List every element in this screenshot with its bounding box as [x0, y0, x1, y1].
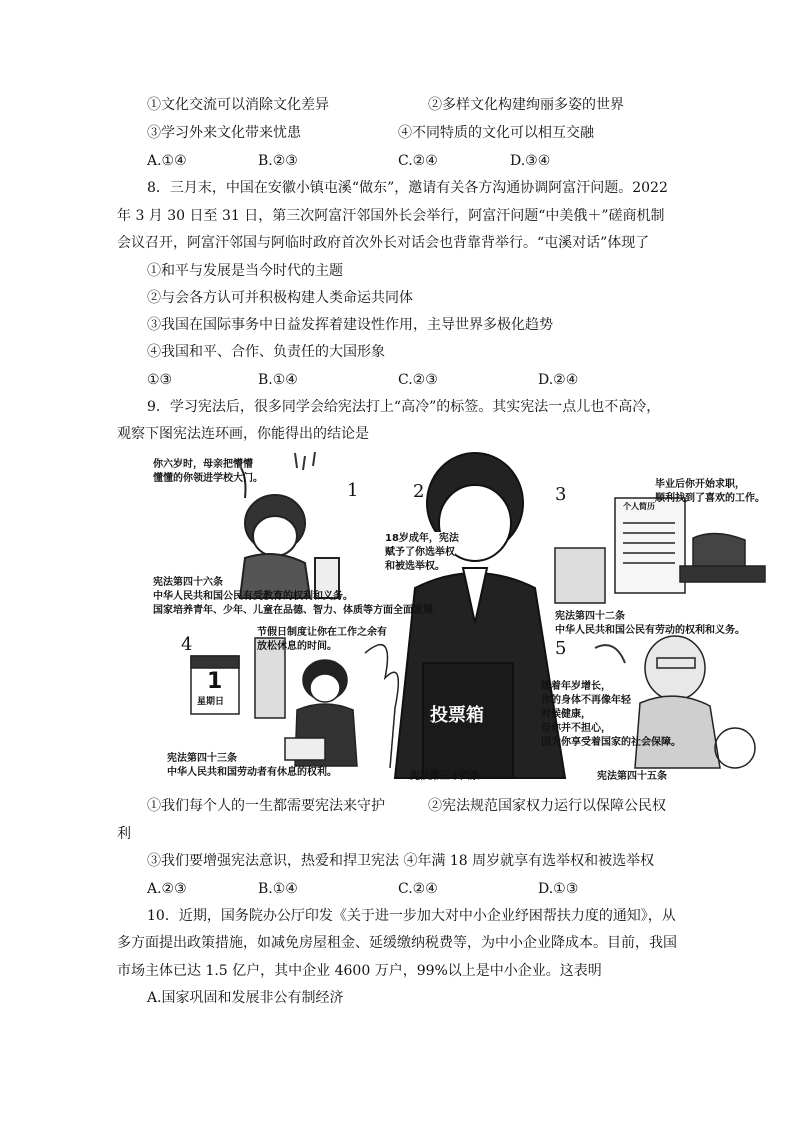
- panel-3-figure: [555, 498, 765, 603]
- q9-stem-line-2: 观察下图宪法连环画，你能得出的结论是: [117, 426, 369, 442]
- panel-4-speech-line-2: 放松休息的时间。: [257, 641, 337, 652]
- panel-3-caption-title: 宪法第四十二条: [555, 611, 625, 622]
- q9-option-2: ②宪法规范国家权力运行以保障公民权: [428, 798, 666, 814]
- q10-stem-line-3: 市场主体已达 1.5 亿户，其中企业 4600 万户，99%以上是中小企业。这表明: [117, 963, 602, 979]
- calendar-weekday: 星期日: [197, 697, 225, 707]
- panel-1-speech-line-1: 你六岁时，母亲把懵懵: [153, 459, 253, 470]
- ballot-box-label: 投票箱: [430, 705, 484, 726]
- panel-2-number: 2: [413, 481, 425, 502]
- panel-5-number: 5: [555, 638, 567, 659]
- panel-2-speech-line-3: 和被选举权。: [385, 561, 445, 572]
- panel-4-caption-line-1: 中华人民共和国劳动者有休息的权利。: [167, 767, 337, 778]
- q7-option-2: ②多样文化构建绚丽多姿的世界: [428, 97, 624, 113]
- panel-1-caption-title: 宪法第四十六条: [153, 577, 223, 588]
- q8-option-3: ③我国在国际事务中日益发挥着建设性作用，主导世界多极化趋势: [147, 317, 553, 333]
- panel-4-speech-line-1: 节假日制度让你在工作之余有: [257, 627, 387, 638]
- q8-choice-a: ①③: [147, 372, 173, 388]
- panel-2-speech-line-1: 18岁成年，宪法: [385, 533, 459, 544]
- q8-choice-d: D.②④: [538, 372, 579, 388]
- q8-option-2: ②与会各方认可并积极构建人类命运共同体: [147, 290, 413, 306]
- panel-1-caption-line-2: 国家培养青年、少年、儿童在品德、智力、体质等方面全面发展: [153, 605, 433, 616]
- panel-1-number: 1: [347, 480, 359, 501]
- q9-choice-b: B.①④: [258, 881, 298, 897]
- q9-choice-a: A.②③: [147, 881, 187, 897]
- panel-2-speech-line-2: 赋予了你选举权: [385, 547, 455, 558]
- q7-choice-c: C.②④: [398, 153, 438, 169]
- panel-3-number: 3: [555, 484, 567, 505]
- panel-5-speech-line-1: 随着年岁增长，: [541, 681, 611, 692]
- q9-option-1: ①我们每个人的一生都需要宪法来守护: [147, 798, 385, 814]
- q8-option-1: ①和平与发展是当今时代的主题: [147, 263, 343, 279]
- constitution-comic: [145, 448, 773, 788]
- panel-5-speech-line-4: 但你并不担心，: [541, 723, 611, 734]
- q10-stem-line-1: 10．近期，国务院办公厅印发《关于进一步加大对中小企业纾困帮扶力度的通知》，从: [147, 908, 676, 924]
- q10-option-a: A.国家巩固和发展非公有制经济: [147, 990, 344, 1006]
- panel-3-speech-line-2: 顺利找到了喜欢的工作。: [655, 493, 765, 504]
- q8-stem-line-1: 8．三月末，中国在安徽小镇屯溪“做东”，邀请有关各方沟通协调阿富汗问题。2022: [147, 180, 668, 196]
- panel-5-speech-line-3: 时候健康，: [541, 709, 591, 720]
- q7-option-1: ①文化交流可以消除文化差异: [147, 97, 329, 113]
- moon-doodle: [595, 645, 625, 663]
- q8-option-4: ④我国和平、合作、负责任的大国形象: [147, 344, 385, 360]
- q9-choice-c: C.②④: [398, 881, 438, 897]
- panel-3-caption-line-1: 中华人民共和国公民有劳动的权利和义务。: [555, 625, 745, 636]
- panel-1-caption-line-1: 中华人民共和国公民有受教育的权利和义务。: [153, 591, 353, 602]
- q8-choice-b: B.①④: [258, 372, 298, 388]
- panel-3-speech-line-1: 毕业后你开始求职，: [655, 479, 745, 490]
- q10-stem-line-2: 多方面提出政策措施，如减免房屋租金、延缓缴纳税费等，为中小企业降成本。目前，我国: [117, 935, 677, 951]
- panel-1-speech-line-2: 懂懂的你领进学校大门。: [153, 473, 263, 484]
- panel-5-speech-line-2: 你的身体不再像年轻: [541, 695, 631, 706]
- q9-option-3-4: ③我们要增强宪法意识，热爱和捍卫宪法 ④年满 18 周岁就享有选举权和被选举权: [147, 853, 655, 869]
- calendar-day-number: 1: [207, 669, 223, 694]
- panel-1-figure: [240, 468, 339, 598]
- panel-5-speech-line-5: 因为你享受着国家的社会保障。: [541, 737, 681, 748]
- q7-option-3: ③学习外来文化带来忧患: [147, 125, 301, 141]
- q8-choice-c: C.②③: [398, 372, 438, 388]
- panel-5-caption: 宪法第四十五条: [597, 771, 667, 782]
- resume-title: 个人简历: [623, 502, 655, 511]
- panel-2-sparkle-marks: [295, 452, 315, 470]
- panel-2-caption: 宪法第三十四条: [410, 771, 480, 782]
- q8-stem-line-2: 年 3 月 30 日至 31 日，第三次阿富汗邻国外长会举行，阿富汗问题“中美俄＋”磋商机制: [117, 208, 665, 224]
- q7-choice-d: D.③④: [510, 153, 551, 169]
- q9-choice-d: D.①③: [538, 881, 579, 897]
- panel-4-number: 4: [181, 634, 193, 655]
- q7-choice-b: B.②③: [258, 153, 298, 169]
- q7-option-4: ④不同特质的文化可以相互交融: [398, 125, 594, 141]
- q9-option-2-cont: 利: [117, 826, 131, 842]
- panel-4-caption-title: 宪法第四十三条: [167, 753, 237, 764]
- q9-stem-line-1: 9．学习宪法后，很多同学会给宪法打上“高冷”的标签。其实宪法一点儿也不高冷，: [147, 399, 661, 415]
- q8-stem-line-3: 会议召开，阿富汗邻国与阿临时政府首次外长对话会也背靠背举行。“屯溪对话”体现了: [117, 235, 650, 251]
- q7-choice-a: A.①④: [147, 153, 187, 169]
